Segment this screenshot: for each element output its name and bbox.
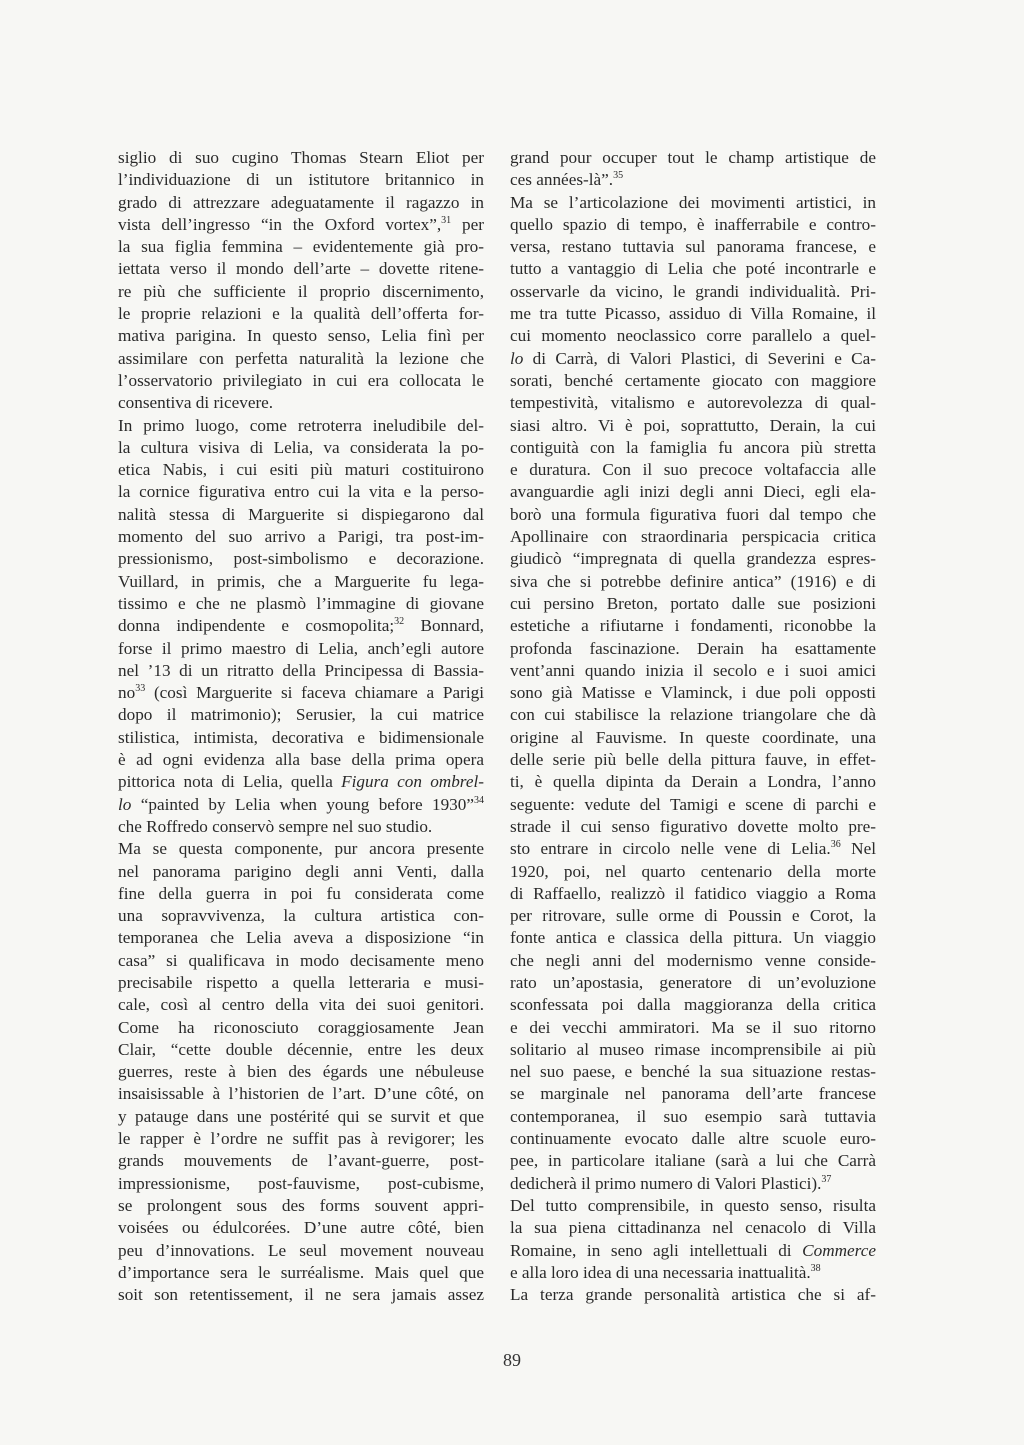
left-column-line: lo “painted by Lelia when young before 1930”$^{34}$ xyxy=(118,794,484,814)
right-column-line: strade il cui senso figurativo dovette molto pre- xyxy=(510,816,876,836)
right-column-line: pee, in particolare italiane (sarà a lui che Carrà xyxy=(510,1151,876,1171)
right-column-line: 1920, poi, nel quarto centenario della morte xyxy=(510,861,876,881)
right-column-line: tempestività, vitalismo e autorevolezza di qual- xyxy=(510,393,876,413)
right-column-line: ti, è quella dipinta da Derain a Londra, l’anno xyxy=(510,772,876,792)
left-column-line: nalità stessa di Marguerite si dispiegarono dal xyxy=(118,504,484,524)
left-column-line: è ad ogni evidenza alla base della prima opera xyxy=(118,750,484,770)
left-column-line: cale, così al centro della vita dei suoi genitori. xyxy=(118,995,484,1015)
left-column-line: mativa parigina. In questo senso, Lelia finì per xyxy=(118,326,484,346)
right-column-line: avanguardie agli inizi degli anni Dieci, egli ela- xyxy=(510,482,876,502)
left-column-line: che Roffredo conservò sempre nel suo studio. xyxy=(118,816,433,836)
right-column-line: profonda fascinazione. Derain ha esattamente xyxy=(510,638,876,658)
right-column-line: vent’anni quando inizia il secolo e i suoi amici xyxy=(510,660,876,680)
right-column-line: Apollinaire con straordinaria perspicacia critica xyxy=(510,527,876,547)
left-column-line: etica Nabis, i cui esiti più maturi costituirono xyxy=(118,460,484,480)
left-column-line: nel panorama parigino degli anni Venti, dalla xyxy=(118,861,484,881)
left-column-line: la cultura visiva di Lelia, va considerata la po- xyxy=(118,437,484,457)
left-column-line: guerres, reste à bien des égards une nébuleuse xyxy=(118,1062,484,1082)
right-column-line: versa, restano tuttavia sul panorama francese, e xyxy=(510,237,876,257)
right-column-line: giudicò “impregnata di quella grandezza espres- xyxy=(510,549,876,569)
right-column-line: estetiche a rifiutarne i fondamenti, riconobbe la xyxy=(510,616,876,636)
right-column-line: lo di Carrà, di Valori Plastici, di Severini e Ca- xyxy=(510,348,876,368)
left-column-line: impressionisme, post-fauvisme, post-cubisme, xyxy=(118,1173,484,1193)
left-column-line: In primo luogo, come retroterra ineludibile del- xyxy=(118,415,484,435)
left-column-line: iettata verso il mondo dell’arte – dovette ritene- xyxy=(118,259,484,279)
right-column-line: seguente: vedute del Tamigi e scene di parchi e xyxy=(510,794,876,814)
right-column-line: osservarle da vicino, le grandi individualità. Pri- xyxy=(510,281,876,301)
left-column-line: pittorica nota di Lelia, quella Figura con ombrel- xyxy=(118,772,484,792)
right-column-line: solitario al museo rimase incomprensibile ai più xyxy=(510,1039,876,1059)
right-column-line: se marginale nel panorama dell’arte francese xyxy=(510,1084,876,1104)
left-column-line: assimilare con perfetta naturalità la lezione che xyxy=(118,348,484,368)
left-column-line: precisabile rispetto a quella letteraria e musi- xyxy=(118,972,484,992)
left-column-line: d’importance sera le surréalisme. Mais quel que xyxy=(118,1262,484,1282)
left-column-line: consentiva di ricevere. xyxy=(118,393,274,413)
left-column-line: tissimo e che ne plasmò l’immagine di giovane xyxy=(118,593,484,613)
left-column-line: stilistica, intimista, decorativa e bidimensionale xyxy=(118,727,484,747)
left-column-line: peu d’innovations. Le seul movement nouveau xyxy=(118,1240,484,1260)
right-column-line: sono già Matisse e Vlaminck, i due poli opposti xyxy=(510,683,876,703)
left-column-line: fine della guerra in poi fu considerata come xyxy=(118,883,484,903)
left-column-line: la sua figlia femmina – evidentemente già pro- xyxy=(118,237,484,257)
right-column-line: nel suo paese, e benché la sua situazione restas- xyxy=(510,1062,876,1082)
left-column-line: Clair, “cette double décennie, entre les deux xyxy=(118,1039,484,1059)
left-column-line: l’osservatorio privilegiato in cui era collocata le xyxy=(118,370,484,390)
right-column-line: contemporanea, il suo esempio sarà tuttavia xyxy=(510,1106,876,1126)
right-column-line: siva che si potrebbe definire antica” (1916) e di xyxy=(510,571,876,591)
left-column-line: insaisissable à l’historien de l’art. D’une côté, on xyxy=(118,1084,484,1104)
left-column-line: forse il primo maestro di Lelia, anch’egli autore xyxy=(118,638,484,658)
right-column-line: siasi altro. Vi è poi, soprattutto, Derain, la cui xyxy=(510,415,876,435)
right-column-line: contiguità con la famiglia fu ancora più stretta xyxy=(510,437,876,457)
left-column-line: le rapper è l’ordre ne suffit pas à revigorer; les xyxy=(118,1129,484,1149)
right-column-line: la sua piena cittadinanza nel cenacolo di Villa xyxy=(510,1218,876,1238)
left-column-line: pressionismo, post-simbolismo e decorazione. xyxy=(118,549,484,569)
left-column-line: la cornice figurativa entro cui la vita e la perso- xyxy=(118,482,484,502)
left-column-line: le proprie relazioni e la qualità dell’offerta for- xyxy=(118,304,484,324)
page-number: 89 xyxy=(503,1350,521,1370)
right-column-line: sconfessata poi dalla maggioranza della critica xyxy=(510,995,876,1015)
right-text-column xyxy=(510,147,876,1306)
left-column-line: y patauge dans une postérité qui se survit et que xyxy=(118,1106,484,1126)
right-column-line: fonte antica e classica della pittura. Un viaggio xyxy=(510,928,876,948)
right-column-line: e alla loro idea di una necessaria inattualità.$^{38}$ xyxy=(510,1262,821,1282)
left-column-line: voisées ou édulcorées. D’une autre côté, bien xyxy=(118,1218,484,1238)
right-column-line: origine al Fauvisme. In queste coordinate, una xyxy=(510,727,876,747)
left-column-line: dopo il matrimonio); Serusier, la cui matrice xyxy=(118,705,484,725)
right-column-line: cui persino Breton, portato dalle sue posizioni xyxy=(510,593,876,613)
right-column-line: con cui stabilisce la relazione triangolare che dà xyxy=(510,705,876,725)
right-column-line: La terza grande personalità artistica che si af- xyxy=(510,1285,876,1305)
right-column-line: continuamente evocato dalle altre scuole euro- xyxy=(510,1129,876,1149)
right-column-line: dedicherà il primo numero di Valori Plastici).$^{37}$ xyxy=(510,1173,832,1193)
right-column-line: che negli anni del modernismo venne conside- xyxy=(510,950,876,970)
left-column-line: Vuillard, in primis, che a Marguerite fu lega- xyxy=(118,571,484,591)
left-column-line: momento del suo arrivo a Parigi, tra post-im- xyxy=(118,527,484,547)
left-column-line: siglio di suo cugino Thomas Stearn Eliot per xyxy=(118,148,484,167)
right-column-line: grand pour occuper tout le champ artistique de xyxy=(510,148,876,167)
left-column-line: una sopravvivenza, la cultura artistica con- xyxy=(118,906,484,926)
right-column-line: me tra tutte Picasso, assiduo di Villa Romaine, il xyxy=(510,304,876,324)
left-column-line: grands mouvements de l’avant-guerre, post- xyxy=(118,1151,484,1171)
right-column-line: per ritrovare, sulle orme di Poussin e Corot, la xyxy=(510,906,876,926)
right-column-line: tutto a vantaggio di Lelia che poté incontrarle e xyxy=(510,259,876,279)
right-column-line: ces années-là”.$^{35}$ xyxy=(510,170,624,190)
right-column-line: di Raffaello, realizzò il fatidico viaggio a Roma xyxy=(510,883,876,903)
left-column-line: nel ’13 di un ritratto della Principessa di Bassia- xyxy=(118,660,484,680)
right-column-line: cui momento neoclassico corre parallelo a quel- xyxy=(510,326,876,346)
right-column-line: Ma se l’articolazione dei movimenti artistici, in xyxy=(510,192,876,212)
left-column-line: grado di attrezzare adeguatamente il ragazzo in xyxy=(118,192,484,212)
left-column-line: casa” si qualificava in modo decisamente meno xyxy=(118,950,484,970)
left-column-line: Ma se questa componente, pur ancora presente xyxy=(118,839,484,859)
right-column-line: borò una formula figurativa fuori dal tempo che xyxy=(510,504,876,524)
right-column-line: Romaine, in seno agli intellettuali di Commerce xyxy=(510,1240,876,1260)
right-column-line: e duratura. Con il suo precoce voltafaccia alle xyxy=(510,460,876,480)
right-column-line: quello spazio di tempo, è inafferrabile e contro- xyxy=(510,214,876,234)
left-column-line: donna indipendente e cosmopolita;$^{32}$ Bonnard, xyxy=(118,616,484,636)
right-column-line: delle serie più belle della pittura fauve, in effet- xyxy=(510,750,876,770)
left-column-line: re più che sufficiente il proprio discernimento, xyxy=(118,281,484,301)
right-column-line: e dei vecchi ammiratori. Ma se il suo ritorno xyxy=(510,1017,876,1037)
right-column-line: rato un’apostasia, generatore di un’evoluzione xyxy=(510,972,876,992)
left-text-column xyxy=(118,147,484,1306)
left-column-line: se prolongent sous des forms souvent appri- xyxy=(118,1195,484,1215)
left-column-line: l’individuazione di un istitutore britannico in xyxy=(118,170,484,190)
left-column-line: $no^{33}$ (così Marguerite si faceva chiamare a Parigi xyxy=(118,683,484,703)
left-column-line: vista dell’ingresso “in the Oxford vortex”,$^{31}$ per xyxy=(118,214,484,234)
left-column-line: Come ha riconosciuto coraggiosamente Jean xyxy=(118,1017,484,1037)
right-column-line: sorati, benché certamente giocato con maggiore xyxy=(510,370,876,390)
right-column-line: Del tutto comprensibile, in questo senso, risulta xyxy=(510,1195,876,1215)
right-column-line: sto entrare in circolo nelle vene di Lelia.$^{36}$ Nel xyxy=(510,839,876,859)
left-column-line: soit son retentissement, il ne sera jamais assez xyxy=(118,1285,484,1305)
left-column-line: temporanea che Lelia aveva a disposizione “in xyxy=(118,928,484,948)
